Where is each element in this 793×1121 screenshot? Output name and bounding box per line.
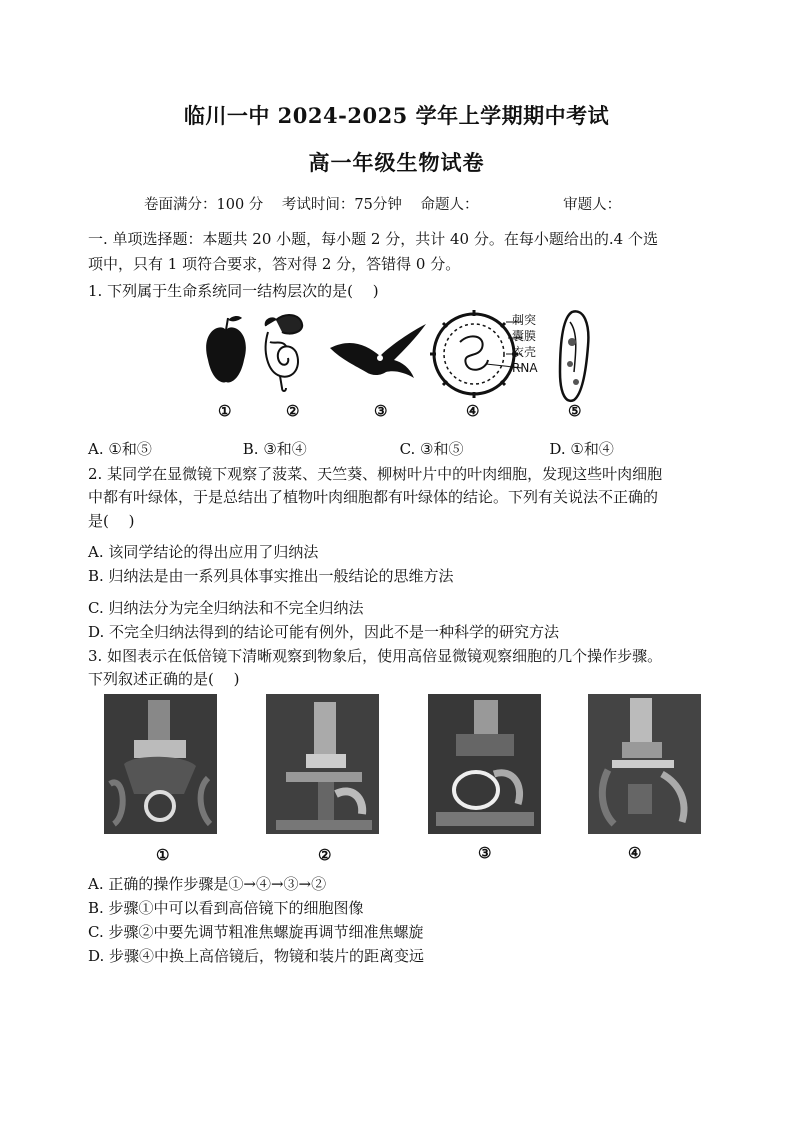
- q2-option-b: B. 归纳法是由一系列具体事实推出一般结论的思维方法: [88, 567, 454, 585]
- section-instructions-2: 项中，只有 1 项符合要求，答对得 2 分，答错得 0 分。: [88, 255, 461, 273]
- q2-option-c: C. 归纳法分为完全归纳法和不完全归纳法: [88, 599, 364, 617]
- virus-label-spike: 刺突: [512, 313, 537, 327]
- meta-reviewer: 审题人：: [563, 197, 622, 213]
- meta-author: 命题人：: [420, 197, 479, 213]
- q1-figure: [190, 302, 610, 422]
- meta-score: 卷面满分：100 分: [144, 197, 264, 213]
- q1-fig-label-4: ④: [466, 402, 480, 420]
- microscope-photo-1: [104, 694, 217, 834]
- q1-figure-art: [190, 302, 610, 422]
- q3-figure: [100, 694, 700, 864]
- virus-labels: [512, 312, 538, 376]
- q1-options: [88, 438, 614, 459]
- exam-meta: [144, 193, 635, 214]
- q2-stem-3: 是( ): [88, 512, 135, 530]
- q3-stem-1: 3. 如图表示在低倍镜下清晰观察到物象后，使用高倍显微镜观察细胞的几个操作步骤。: [88, 647, 663, 665]
- eagle-image: [330, 324, 426, 378]
- q3-option-c: C. 步骤②中要先调节粗准焦螺旋再调节细准焦螺旋: [88, 923, 424, 941]
- q1-fig-label-3: ③: [374, 402, 388, 420]
- q2-stem-2: 中都有叶绿体，于是总结出了植物叶肉细胞都有叶绿体的结论。下列有关说法不正确的: [88, 488, 659, 506]
- q3-option-b: B. 步骤①中可以看到高倍镜下的细胞图像: [88, 899, 364, 917]
- paramecium-image: [560, 311, 588, 400]
- q3-fig-label-4: ④: [628, 844, 642, 862]
- q2-stem-1: 2. 某同学在显微镜下观察了菠菜、天竺葵、柳树叶片中的叶肉细胞，发现这些叶肉细胞: [88, 465, 663, 483]
- q1-option-a: A. ①和⑤: [88, 440, 152, 458]
- virus-label-envelope: 囊膜: [512, 329, 537, 343]
- q3-stem-2: 下列叙述正确的是( ): [88, 670, 240, 688]
- meta-time: 考试时间：75分钟: [281, 197, 402, 213]
- q1-option-c: C. ③和⑤: [399, 440, 464, 458]
- q2-option-a: A. 该同学结论的得出应用了归纳法: [88, 543, 319, 561]
- q1-fig-label-2: ②: [286, 402, 300, 420]
- q3-fig-label-2: ②: [318, 846, 332, 864]
- q1-option-b: B. ③和④: [242, 440, 307, 458]
- microscope-photo-3: [428, 694, 541, 834]
- q1-fig-label-5: ⑤: [568, 402, 582, 420]
- q3-fig-label-1: ①: [156, 846, 170, 864]
- q3-option-a: A. 正确的操作步骤是①→④→③→②: [88, 875, 327, 893]
- apple-image: [206, 316, 246, 382]
- q1-fig-label-1: ①: [218, 402, 232, 420]
- q1-stem: 1. 下列属于生命系统同一结构层次的是( ): [88, 282, 379, 300]
- q1-option-d: D. ①和④: [549, 440, 614, 458]
- digestive-system-image: [266, 315, 303, 391]
- q2-option-d: D. 不完全归纳法得到的结论可能有例外，因此不是一种科学的研究方法: [88, 623, 560, 641]
- section-instructions-1: 一. 单项选择题：本题共 20 小题，每小题 2 分，共计 40 分。在每小题给出的.4 个选: [88, 230, 658, 248]
- exam-title: 临川一中 2024-2025 学年上学期期中考试: [183, 103, 610, 128]
- microscope-photo-2: [266, 694, 379, 834]
- virus-image: [430, 310, 522, 398]
- q3-fig-label-3: ③: [478, 844, 492, 862]
- q3-option-d: D. 步骤④中换上高倍镜后，物镜和装片的距离变远: [88, 947, 425, 965]
- virus-label-rna: RNA: [512, 361, 538, 375]
- microscope-photo-4: [588, 694, 701, 834]
- exam-subtitle: 高一年级生物试卷: [308, 150, 485, 175]
- virus-label-capsid: 衣壳: [512, 345, 537, 359]
